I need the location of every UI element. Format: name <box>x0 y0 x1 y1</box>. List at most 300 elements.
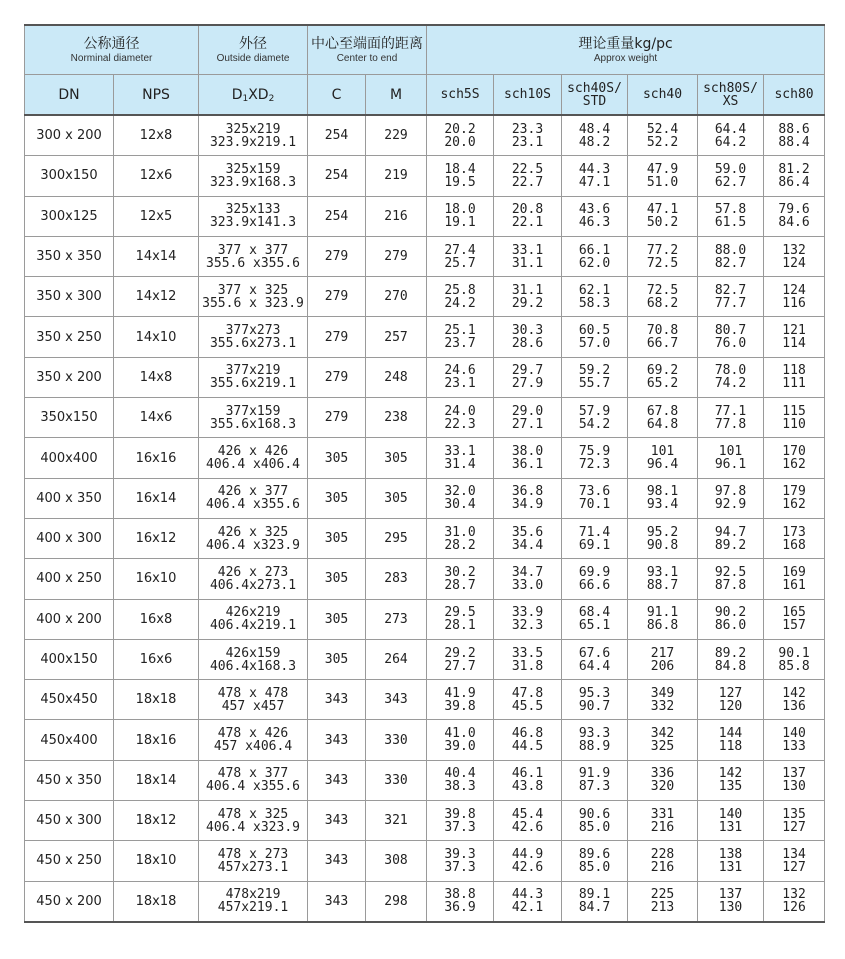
table-row <box>25 720 825 760</box>
sch5s-weight-upper: 29.5 <box>444 605 476 621</box>
sch80s-xs-weight-cell <box>698 599 764 639</box>
od-imperial-value: 355.6x273.1 <box>209 336 297 352</box>
sch80-weight-cell <box>764 518 825 558</box>
sch40s-std-weight-cell <box>562 398 628 438</box>
sch40-weight-upper: 98.1 <box>646 484 679 500</box>
sch5s-weight-lower: 28.2 <box>444 537 476 553</box>
od-metric-value: 478 x 325 <box>217 806 289 822</box>
sch40-weight-cell <box>628 841 698 881</box>
m-cell: 216 <box>366 196 427 236</box>
sch10s-weight-cell <box>494 478 562 518</box>
sch80-weight-upper: 88.6 <box>778 121 810 137</box>
sch10s-weight-upper: 47.8 <box>511 685 544 701</box>
sch40s-std-weight-upper: 57.9 <box>578 403 611 419</box>
sch80-weight-cell <box>764 398 825 438</box>
sch80s-xs-label: sch80S/ XS <box>703 80 758 109</box>
sch5s-weight-lower: 31.4 <box>444 457 476 473</box>
sch40-weight-cell <box>628 115 698 156</box>
sch40s-std-weight-cell <box>562 478 628 518</box>
sch80-weight-lower: 124 <box>782 255 806 271</box>
outside-diameter-header <box>199 25 308 75</box>
sch80-weight-lower: 126 <box>782 900 806 916</box>
sch80s-xs-weight-upper: 77.1 <box>714 403 747 419</box>
sch80-weight-upper: 169 <box>782 564 806 580</box>
m-cell: 229 <box>366 115 427 156</box>
sch10s-weight-cell <box>494 115 562 156</box>
od-imperial-value: 355.6x168.3 <box>209 416 297 432</box>
sch40-weight-upper: 217 <box>650 645 675 661</box>
sch40s-std-weight-upper: 89.1 <box>578 887 611 903</box>
sch80-weight-upper: 179 <box>782 484 806 500</box>
od-cell <box>199 680 308 720</box>
sch5s-weight-lower: 25.7 <box>444 255 476 271</box>
c-cell: 254 <box>308 196 366 236</box>
od-cell <box>199 599 308 639</box>
sch5s-weight-cell <box>427 760 494 800</box>
sch80-weight-upper: 118 <box>782 363 806 379</box>
od-imperial-value: 406.4 x323.9 <box>206 537 300 553</box>
m-cell: 248 <box>366 357 427 397</box>
sch10s-weight-upper: 34.7 <box>511 564 544 580</box>
sch10s-weight-lower: 28.6 <box>511 336 544 352</box>
od-metric-value: 478 x 426 <box>217 726 289 742</box>
table-row <box>25 680 825 720</box>
sch40-weight-cell <box>628 518 698 558</box>
table-row <box>25 398 825 438</box>
sch80-weight-lower: 136 <box>782 698 806 714</box>
sch80-weight-cell <box>764 156 825 196</box>
sch5s-column-header: sch5S <box>427 75 494 116</box>
sch40-weight-lower: 88.7 <box>646 577 679 593</box>
dn-cell: 450x450 <box>25 680 114 720</box>
sch10s-weight-upper: 22.5 <box>511 161 544 177</box>
sch40s-std-weight-cell <box>562 599 628 639</box>
sch80-weight-cell <box>764 841 825 881</box>
sch10s-weight-lower: 31.8 <box>511 658 544 674</box>
nps-cell: 18x16 <box>114 720 199 760</box>
sch40-weight-cell <box>628 881 698 922</box>
c-cell: 343 <box>308 881 366 922</box>
sch40s-std-weight-cell <box>562 801 628 841</box>
sch40-weight-cell <box>628 317 698 357</box>
m-cell: 343 <box>366 680 427 720</box>
sch80s-xs-weight-cell <box>698 196 764 236</box>
sch40-weight-lower: 72.5 <box>646 255 679 271</box>
od-metric-value: 478 x 273 <box>217 846 289 862</box>
sch80-weight-lower: 85.8 <box>778 658 810 674</box>
nps-cell: 18x14 <box>114 760 199 800</box>
sch5s-weight-upper: 20.2 <box>444 121 476 137</box>
od-imperial-value: 323.9x168.3 <box>209 174 297 190</box>
nps-cell: 14x12 <box>114 277 199 317</box>
sch80s-xs-weight-upper: 138 <box>718 846 743 862</box>
od-metric-value: 426 x 273 <box>217 564 289 580</box>
dn-cell: 450 x 300 <box>25 801 114 841</box>
od-imperial-value: 406.4 x355.6 <box>206 779 300 795</box>
od-cell <box>199 720 308 760</box>
sch10s-weight-upper: 38.0 <box>511 444 544 460</box>
m-cell: 273 <box>366 599 427 639</box>
sch40s-std-weight-upper: 48.4 <box>578 121 611 137</box>
sch40s-std-weight-upper: 95.3 <box>578 685 611 701</box>
sch5s-weight-cell <box>427 277 494 317</box>
sch10s-weight-upper: 33.1 <box>511 242 544 258</box>
sch40s-std-weight-upper: 91.9 <box>578 766 611 782</box>
sch80s-xs-weight-lower: 61.5 <box>714 215 747 231</box>
nps-cell: 16x16 <box>114 438 199 478</box>
sch80-weight-cell <box>764 801 825 841</box>
sch10s-weight-lower: 32.3 <box>511 618 544 634</box>
sch40s-std-weight-lower: 85.0 <box>578 859 611 875</box>
sch10s-weight-cell <box>494 317 562 357</box>
sch10s-weight-upper: 20.8 <box>511 202 544 218</box>
sch80s-xs-weight-lower: 74.2 <box>714 376 747 392</box>
c-cell: 305 <box>308 559 366 599</box>
sch80-weight-cell <box>764 438 825 478</box>
sch40s-std-weight-cell <box>562 317 628 357</box>
sch40-weight-upper: 225 <box>650 887 675 903</box>
sch5s-weight-upper: 33.1 <box>444 444 476 460</box>
sch40-weight-cell <box>628 357 698 397</box>
sch40s-std-weight-lower: 57.0 <box>578 336 611 352</box>
c-cell: 305 <box>308 478 366 518</box>
sch40-weight-upper: 228 <box>650 846 675 862</box>
m-cell: 308 <box>366 841 427 881</box>
sch80-weight-upper: 81.2 <box>778 161 810 177</box>
sch40-weight-lower: 51.0 <box>646 174 679 190</box>
sch5s-weight-upper: 38.8 <box>444 887 476 903</box>
dn-cell: 350 x 350 <box>25 236 114 276</box>
pipe-reducer-spec-table <box>24 24 825 923</box>
sch10s-weight-cell <box>494 156 562 196</box>
sch5s-weight-upper: 27.4 <box>444 242 476 258</box>
sch10s-weight-lower: 34.4 <box>511 537 544 553</box>
od-imperial-value: 355.6x219.1 <box>209 376 297 392</box>
c-cell: 279 <box>308 398 366 438</box>
sch80s-xs-weight-lower: 120 <box>718 698 743 714</box>
sch5s-weight-upper: 30.2 <box>444 564 476 580</box>
sch40s-std-weight-lower: 88.9 <box>578 739 611 755</box>
sch40-weight-cell <box>628 277 698 317</box>
sch10s-weight-lower: 36.1 <box>511 457 544 473</box>
sch80s-xs-weight-upper: 137 <box>718 887 743 903</box>
od-cell <box>199 841 308 881</box>
m-cell: 270 <box>366 277 427 317</box>
sch10s-weight-cell <box>494 720 562 760</box>
od-metric-value: 325x133 <box>225 202 281 218</box>
sch40s-std-weight-cell <box>562 639 628 679</box>
od-cell <box>199 196 308 236</box>
sch40-weight-upper: 93.1 <box>646 564 679 580</box>
sch10s-weight-cell <box>494 236 562 276</box>
sch80s-xs-column-header <box>698 75 764 116</box>
sch40s-std-weight-upper: 59.2 <box>578 363 611 379</box>
od-imperial-value: 406.4x219.1 <box>209 618 297 634</box>
sch10s-weight-upper: 46.8 <box>511 726 544 742</box>
sch40s-std-weight-lower: 90.7 <box>578 698 611 714</box>
center-to-end-en: Center to end <box>336 52 398 64</box>
nps-cell: 12x6 <box>114 156 199 196</box>
nps-cell: 16x8 <box>114 599 199 639</box>
sch5s-weight-lower: 28.1 <box>444 618 476 634</box>
sch80s-xs-weight-lower: 86.0 <box>714 618 747 634</box>
od-imperial-value: 355.6 x 323.9 <box>202 295 304 311</box>
sch40s-std-weight-upper: 66.1 <box>578 242 611 258</box>
sch40s-std-weight-cell <box>562 277 628 317</box>
nominal-diameter-header <box>25 25 199 75</box>
sch40s-std-weight-lower: 62.0 <box>578 255 611 271</box>
sch5s-weight-lower: 24.2 <box>444 295 476 311</box>
sch80-weight-lower: 88.4 <box>778 134 810 150</box>
sch40s-std-weight-lower: 55.7 <box>578 376 611 392</box>
od-xd-label: XD <box>248 86 269 103</box>
od-sub2-label: 2 <box>268 93 275 104</box>
sch10s-weight-upper: 23.3 <box>511 121 544 137</box>
sch40-weight-lower: 320 <box>650 779 675 795</box>
sch40-weight-upper: 331 <box>650 806 675 822</box>
od-imperial-value: 406.4 x406.4 <box>206 457 300 473</box>
nps-cell: 14x10 <box>114 317 199 357</box>
sch40s-std-weight-upper: 71.4 <box>578 524 611 540</box>
sch40s-std-weight-upper: 90.6 <box>578 806 611 822</box>
sch10s-weight-cell <box>494 518 562 558</box>
dn-cell: 450x400 <box>25 720 114 760</box>
sch40s-std-weight-lower: 87.3 <box>578 779 611 795</box>
sch80-weight-upper: 135 <box>782 806 806 822</box>
od-imperial-value: 323.9x141.3 <box>209 215 297 231</box>
sch40-weight-cell <box>628 559 698 599</box>
dn-cell: 450 x 200 <box>25 881 114 922</box>
sch80s-xs-weight-lower: 135 <box>718 779 743 795</box>
sch40-weight-upper: 47.9 <box>646 161 679 177</box>
od-metric-value: 426 x 426 <box>217 444 289 460</box>
nps-cell: 18x18 <box>114 881 199 922</box>
c-cell: 254 <box>308 115 366 156</box>
dn-cell: 350 x 300 <box>25 277 114 317</box>
sch40s-std-weight-cell <box>562 680 628 720</box>
sch40s-std-weight-cell <box>562 881 628 922</box>
sch40s-std-weight-cell <box>562 518 628 558</box>
table-row <box>25 438 825 478</box>
sch40-column-header: sch40 <box>628 75 698 116</box>
sch10s-weight-cell <box>494 680 562 720</box>
sch80-weight-lower: 111 <box>782 376 806 392</box>
sch80-column-header: sch80 <box>764 75 825 116</box>
od-metric-value: 426x219 <box>225 605 281 621</box>
od-imperial-value: 323.9x219.1 <box>209 134 297 150</box>
sch80s-xs-weight-lower: 76.0 <box>714 336 747 352</box>
nps-cell: 18x18 <box>114 680 199 720</box>
dn-cell: 400 x 300 <box>25 518 114 558</box>
sch5s-weight-upper: 41.0 <box>444 726 476 742</box>
c-cell: 343 <box>308 841 366 881</box>
sch80s-xs-weight-cell <box>698 760 764 800</box>
sch5s-weight-cell <box>427 438 494 478</box>
c-cell: 279 <box>308 277 366 317</box>
sch5s-weight-upper: 41.9 <box>444 685 476 701</box>
sch40-weight-upper: 67.8 <box>646 403 679 419</box>
sch40s-std-weight-upper: 93.3 <box>578 726 611 742</box>
sch10s-weight-upper: 33.5 <box>511 645 544 661</box>
sch5s-weight-cell <box>427 115 494 156</box>
sch10s-weight-lower: 22.1 <box>511 215 544 231</box>
od-metric-value: 377 x 377 <box>217 242 289 258</box>
dn-cell: 400x400 <box>25 438 114 478</box>
sch40-weight-cell <box>628 196 698 236</box>
sch80s-xs-weight-upper: 94.7 <box>714 524 747 540</box>
nps-cell: 12x5 <box>114 196 199 236</box>
sch40-weight-cell <box>628 760 698 800</box>
sch5s-weight-cell <box>427 801 494 841</box>
sch5s-weight-lower: 19.5 <box>444 174 476 190</box>
dn-cell: 400 x 250 <box>25 559 114 599</box>
sch40-weight-lower: 93.4 <box>646 497 679 513</box>
od-cell <box>199 115 308 156</box>
table-row <box>25 559 825 599</box>
sch80-weight-lower: 114 <box>782 336 806 352</box>
sch40-weight-lower: 66.7 <box>646 336 679 352</box>
table-row <box>25 478 825 518</box>
sch5s-weight-upper: 29.2 <box>444 645 476 661</box>
od-metric-value: 478 x 377 <box>217 766 289 782</box>
sch40-weight-lower: 216 <box>650 819 675 835</box>
c-cell: 343 <box>308 760 366 800</box>
sch40s-std-weight-cell <box>562 156 628 196</box>
sch10s-weight-cell <box>494 760 562 800</box>
sch80s-xs-weight-lower: 118 <box>718 739 743 755</box>
c-column-header: C <box>308 75 366 116</box>
sch80-weight-lower: 130 <box>782 779 806 795</box>
sch80s-xs-weight-cell <box>698 881 764 922</box>
sch80s-xs-weight-lower: 82.7 <box>714 255 747 271</box>
dn-cell: 400 x 350 <box>25 478 114 518</box>
nps-cell: 16x12 <box>114 518 199 558</box>
sch40s-std-weight-cell <box>562 236 628 276</box>
od-metric-value: 426 x 325 <box>217 524 289 540</box>
sch10s-weight-lower: 43.8 <box>511 779 544 795</box>
sch10s-weight-upper: 29.0 <box>511 403 544 419</box>
sch5s-weight-lower: 28.7 <box>444 577 476 593</box>
table-header <box>25 25 825 115</box>
m-cell: 298 <box>366 881 427 922</box>
table-row <box>25 760 825 800</box>
center-to-end-cn: 中心至端面的距离 <box>311 35 424 52</box>
od-imperial-value: 457x219.1 <box>217 900 289 916</box>
sch10s-weight-lower: 33.0 <box>511 577 544 593</box>
sch5s-weight-lower: 27.7 <box>444 658 476 674</box>
sch10s-weight-lower: 34.9 <box>511 497 544 513</box>
sch80s-xs-weight-cell <box>698 317 764 357</box>
sch80s-xs-weight-upper: 140 <box>718 806 743 822</box>
sch10s-weight-lower: 29.2 <box>511 295 544 311</box>
sch10s-weight-lower: 44.5 <box>511 739 544 755</box>
table-row <box>25 841 825 881</box>
table-row <box>25 357 825 397</box>
sch80-weight-cell <box>764 881 825 922</box>
sch80s-xs-weight-upper: 80.7 <box>714 323 747 339</box>
sch80s-xs-weight-cell <box>698 236 764 276</box>
sch80s-xs-weight-lower: 130 <box>718 900 743 916</box>
c-cell: 279 <box>308 317 366 357</box>
sch5s-weight-lower: 23.7 <box>444 336 476 352</box>
sch40-weight-upper: 70.8 <box>646 323 679 339</box>
sch40-weight-lower: 325 <box>650 739 675 755</box>
od-imperial-value: 457 x406.4 <box>213 739 293 755</box>
nps-cell: 16x14 <box>114 478 199 518</box>
od-cell <box>199 518 308 558</box>
sch80s-xs-weight-lower: 87.8 <box>714 577 747 593</box>
od-metric-value: 426 x 377 <box>217 484 289 500</box>
sch40s-std-weight-lower: 65.1 <box>578 618 611 634</box>
sch80-weight-cell <box>764 236 825 276</box>
m-column-header: M <box>366 75 427 116</box>
sch40s-std-weight-cell <box>562 720 628 760</box>
sch40s-std-weight-cell <box>562 438 628 478</box>
sch80s-xs-weight-upper: 97.8 <box>714 484 747 500</box>
sch80-weight-upper: 132 <box>782 242 806 258</box>
sch40-weight-lower: 332 <box>650 698 675 714</box>
sch40-weight-upper: 72.5 <box>646 282 679 298</box>
sch40-weight-upper: 336 <box>650 766 675 782</box>
sch10s-weight-cell <box>494 357 562 397</box>
dn-cell: 350x150 <box>25 398 114 438</box>
sch80s-xs-weight-cell <box>698 720 764 760</box>
dn-cell: 350 x 250 <box>25 317 114 357</box>
table-row <box>25 156 825 196</box>
m-cell: 257 <box>366 317 427 357</box>
sch40-weight-upper: 69.2 <box>646 363 679 379</box>
od-imperial-value: 406.4x273.1 <box>209 577 297 593</box>
sch5s-weight-cell <box>427 196 494 236</box>
nps-column-header: NPS <box>114 75 199 116</box>
od-imperial-value: 406.4 x355.6 <box>206 497 300 513</box>
sch5s-weight-lower: 37.3 <box>444 819 476 835</box>
sch40-weight-cell <box>628 801 698 841</box>
od-cell <box>199 760 308 800</box>
sch40-weight-lower: 96.4 <box>646 457 679 473</box>
sch80s-xs-weight-lower: 131 <box>718 859 743 875</box>
sch10s-weight-upper: 35.6 <box>511 524 544 540</box>
m-cell: 219 <box>366 156 427 196</box>
sch80s-xs-weight-upper: 59.0 <box>714 161 747 177</box>
sch5s-weight-upper: 39.3 <box>444 846 476 862</box>
table-body <box>25 115 825 922</box>
sch80-weight-lower: 116 <box>782 295 806 311</box>
sch40-weight-cell <box>628 438 698 478</box>
sch80s-xs-weight-cell <box>698 277 764 317</box>
sch10s-weight-cell <box>494 438 562 478</box>
sch10s-weight-lower: 27.9 <box>511 376 544 392</box>
sch80-weight-cell <box>764 720 825 760</box>
sch40s-std-weight-upper: 43.6 <box>578 202 611 218</box>
sch40-weight-lower: 68.2 <box>646 295 679 311</box>
sch80s-xs-weight-cell <box>698 398 764 438</box>
sch80s-xs-weight-upper: 64.4 <box>714 121 747 137</box>
table-row <box>25 317 825 357</box>
sch40s-std-weight-upper: 60.5 <box>578 323 611 339</box>
sch80s-xs-weight-upper: 57.8 <box>714 202 747 218</box>
sch40-weight-cell <box>628 720 698 760</box>
od-metric-value: 377x219 <box>225 363 281 379</box>
sch5s-weight-cell <box>427 156 494 196</box>
sch40-weight-upper: 47.1 <box>646 202 679 218</box>
sch10s-weight-upper: 45.4 <box>511 806 544 822</box>
sch80s-xs-weight-upper: 78.0 <box>714 363 747 379</box>
sch80s-xs-weight-cell <box>698 639 764 679</box>
nps-cell: 16x10 <box>114 559 199 599</box>
sch5s-weight-lower: 37.3 <box>444 859 476 875</box>
sch5s-weight-lower: 19.1 <box>444 215 476 231</box>
